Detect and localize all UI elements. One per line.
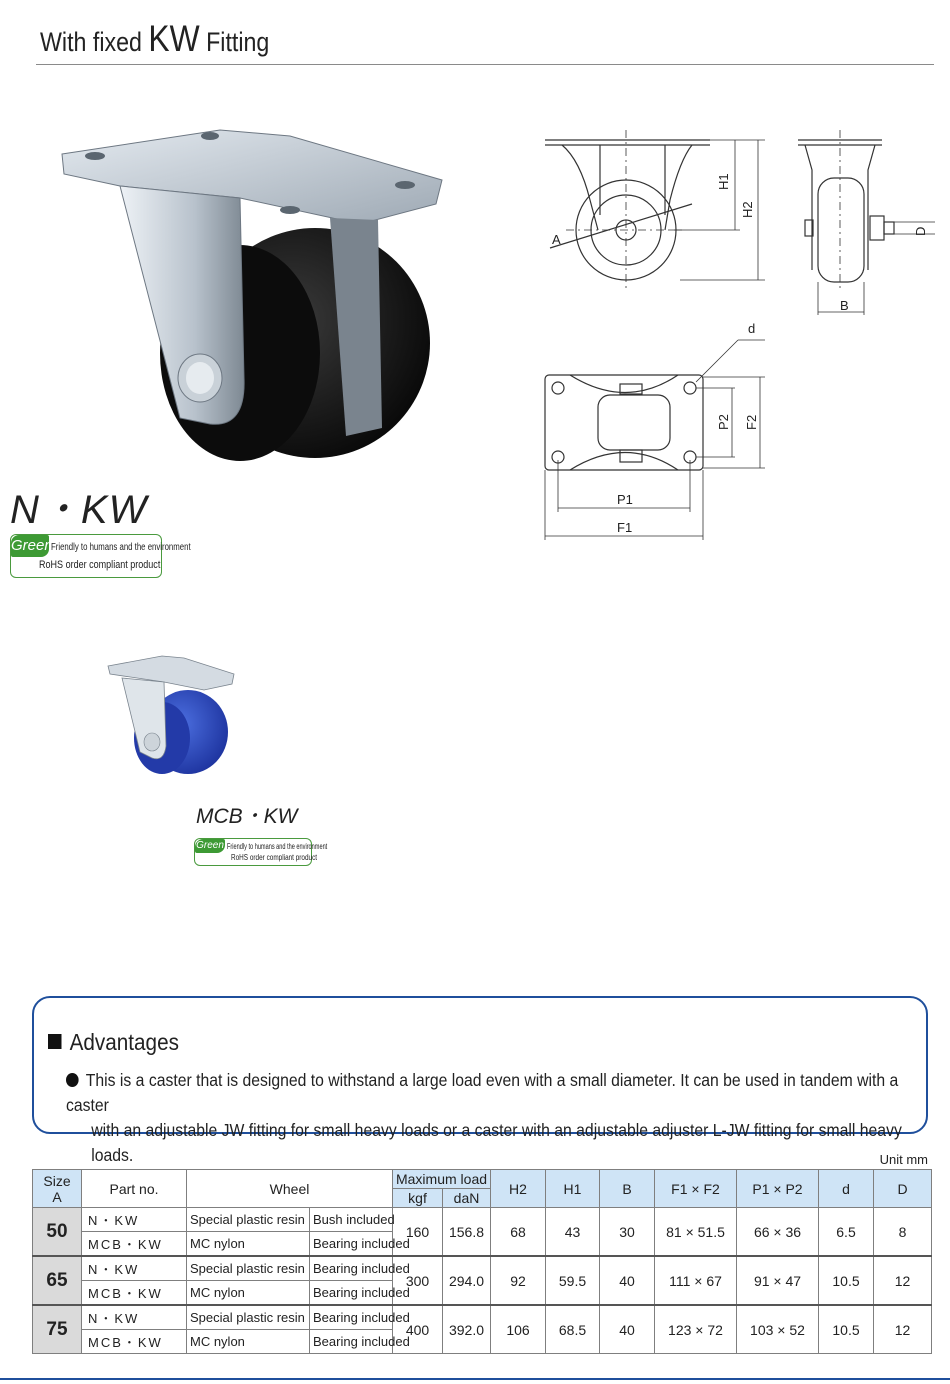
dim-label-h2: H2: [740, 201, 755, 218]
p-cell: 66 × 36: [737, 1208, 819, 1257]
badge-line2-small: RoHS order compliant product: [231, 853, 318, 862]
title-divider: [36, 64, 934, 65]
wheel-cell: MC nylon: [187, 1232, 310, 1257]
model-name-mcbkw: MCB・KW: [196, 805, 298, 828]
dim-label-p2: P2: [716, 414, 731, 430]
square-bullet-icon: [48, 1034, 62, 1049]
title-kw: KW: [148, 18, 200, 59]
bearing-cell: Bearing included: [310, 1305, 393, 1330]
size-cell: 65: [33, 1256, 82, 1305]
part-cell: N・KW: [82, 1256, 187, 1281]
mcbkw-caster-image: [104, 654, 239, 784]
header-max-load: Maximum load: [393, 1170, 491, 1189]
spec-table: [32, 1169, 932, 1354]
page-title: [40, 18, 269, 60]
h2-cell: 68: [491, 1208, 546, 1257]
dim-label-h1: H1: [716, 173, 731, 190]
circle-bullet-icon: [66, 1073, 79, 1087]
bottom-divider: [0, 1378, 950, 1380]
wheel-cell: MC nylon: [187, 1330, 310, 1354]
technical-drawing: [520, 120, 940, 560]
f-cell: 81 × 51.5: [655, 1208, 737, 1257]
part-cell: MCB・KW: [82, 1281, 187, 1306]
part-cell: MCB・KW: [82, 1330, 187, 1354]
kgf-cell: 400: [393, 1305, 443, 1354]
bearing-cell: Bush included: [310, 1208, 393, 1232]
model-name-nkw: N・KW: [10, 488, 148, 532]
bearing-cell: Bearing included: [310, 1330, 393, 1354]
spec-table-body: [33, 1208, 932, 1354]
part-cell: MCB・KW: [82, 1232, 187, 1257]
d-cell: 10.5: [819, 1256, 874, 1305]
title-prefix: With fixed: [40, 27, 149, 57]
top-view: [545, 340, 765, 540]
header-p: P1 × P2: [737, 1170, 819, 1208]
green-badge-large: [10, 534, 191, 578]
header-kgf: kgf: [393, 1189, 443, 1208]
dim-label-a: A: [552, 232, 561, 247]
kgf-cell: 160: [393, 1208, 443, 1257]
table-row: [33, 1305, 932, 1330]
wheel-cell: Special plastic resin: [187, 1256, 310, 1281]
b-cell: 40: [600, 1256, 655, 1305]
dim-label-f2: F2: [744, 414, 759, 430]
wheel-cell: MC nylon: [187, 1281, 310, 1306]
p-cell: 91 × 47: [737, 1256, 819, 1305]
advantages-heading: [48, 1029, 179, 1056]
header-h1: H1: [546, 1170, 600, 1208]
b-cell: 30: [600, 1208, 655, 1257]
dan-cell: 392.0: [443, 1305, 491, 1354]
header-size: Size A: [33, 1170, 82, 1208]
h2-cell: 92: [491, 1256, 546, 1305]
dan-cell: 156.8: [443, 1208, 491, 1257]
dim-label-b: B: [840, 298, 849, 313]
advantages-line2: with an adjustable JW fitting for small heavy loads or a caster with an adjustable adjuster L-JW fitting for small heavy loads.: [91, 1120, 902, 1165]
side-view: [545, 130, 765, 292]
f-cell: 123 × 72: [655, 1305, 737, 1354]
b-cell: 40: [600, 1305, 655, 1354]
bearing-cell: Bearing included: [310, 1256, 393, 1281]
advantages-heading-text: Advantages: [69, 1029, 179, 1055]
part-cell: N・KW: [82, 1208, 187, 1232]
d-cell: 6.5: [819, 1208, 874, 1257]
part-cell: N・KW: [82, 1305, 187, 1330]
kgf-cell: 300: [393, 1256, 443, 1305]
D-cell: 12: [874, 1305, 932, 1354]
dim-label-f1: F1: [617, 520, 633, 535]
d-cell: 10.5: [819, 1305, 874, 1354]
header-dan: daN: [443, 1189, 491, 1208]
table-row: [33, 1208, 932, 1232]
header-b: B: [600, 1170, 655, 1208]
nkw-caster-image: [60, 128, 450, 488]
green-logo-large: Green: [11, 535, 49, 557]
advantages-text: [66, 1068, 912, 1168]
h1-cell: 68.5: [546, 1305, 600, 1354]
front-view: [798, 130, 935, 315]
D-cell: 12: [874, 1256, 932, 1305]
badge-line2-large: RoHS order compliant product: [39, 559, 161, 571]
header-d-large: D: [874, 1170, 932, 1208]
dim-label-p1: P1: [617, 492, 633, 507]
badge-line1-small: Friendly to humans and the environment: [227, 842, 328, 851]
f-cell: 111 × 67: [655, 1256, 737, 1305]
h1-cell: 43: [546, 1208, 600, 1257]
dim-label-d-upper: D: [913, 226, 928, 236]
header-d-small: d: [819, 1170, 874, 1208]
header-f: F1 × F2: [655, 1170, 737, 1208]
bearing-cell: Bearing included: [310, 1232, 393, 1257]
size-cell: 50: [33, 1208, 82, 1257]
wheel-cell: Special plastic resin: [187, 1305, 310, 1330]
D-cell: 8: [874, 1208, 932, 1257]
title-suffix: Fitting: [199, 27, 270, 57]
unit-label: Unit mm: [879, 1152, 928, 1167]
h2-cell: 106: [491, 1305, 546, 1354]
table-row: [33, 1256, 932, 1281]
green-badge-small: [194, 838, 328, 866]
p-cell: 103 × 52: [737, 1305, 819, 1354]
h1-cell: 59.5: [546, 1256, 600, 1305]
header-wheel: Wheel: [187, 1170, 393, 1208]
wheel-cell: Special plastic resin: [187, 1208, 310, 1232]
dan-cell: 294.0: [443, 1256, 491, 1305]
header-part: Part no.: [82, 1170, 187, 1208]
size-cell: 75: [33, 1305, 82, 1354]
badge-line1-large: Friendly to humans and the environment: [51, 542, 191, 553]
dim-label-d-lower: d: [748, 321, 756, 336]
green-logo-small: Green: [196, 840, 224, 851]
header-h2: H2: [491, 1170, 546, 1208]
advantages-line1: This is a caster that is designed to withstand a large load even with a small diameter. It can be used in tandem with a caster: [66, 1070, 899, 1115]
bearing-cell: Bearing included: [310, 1281, 393, 1306]
